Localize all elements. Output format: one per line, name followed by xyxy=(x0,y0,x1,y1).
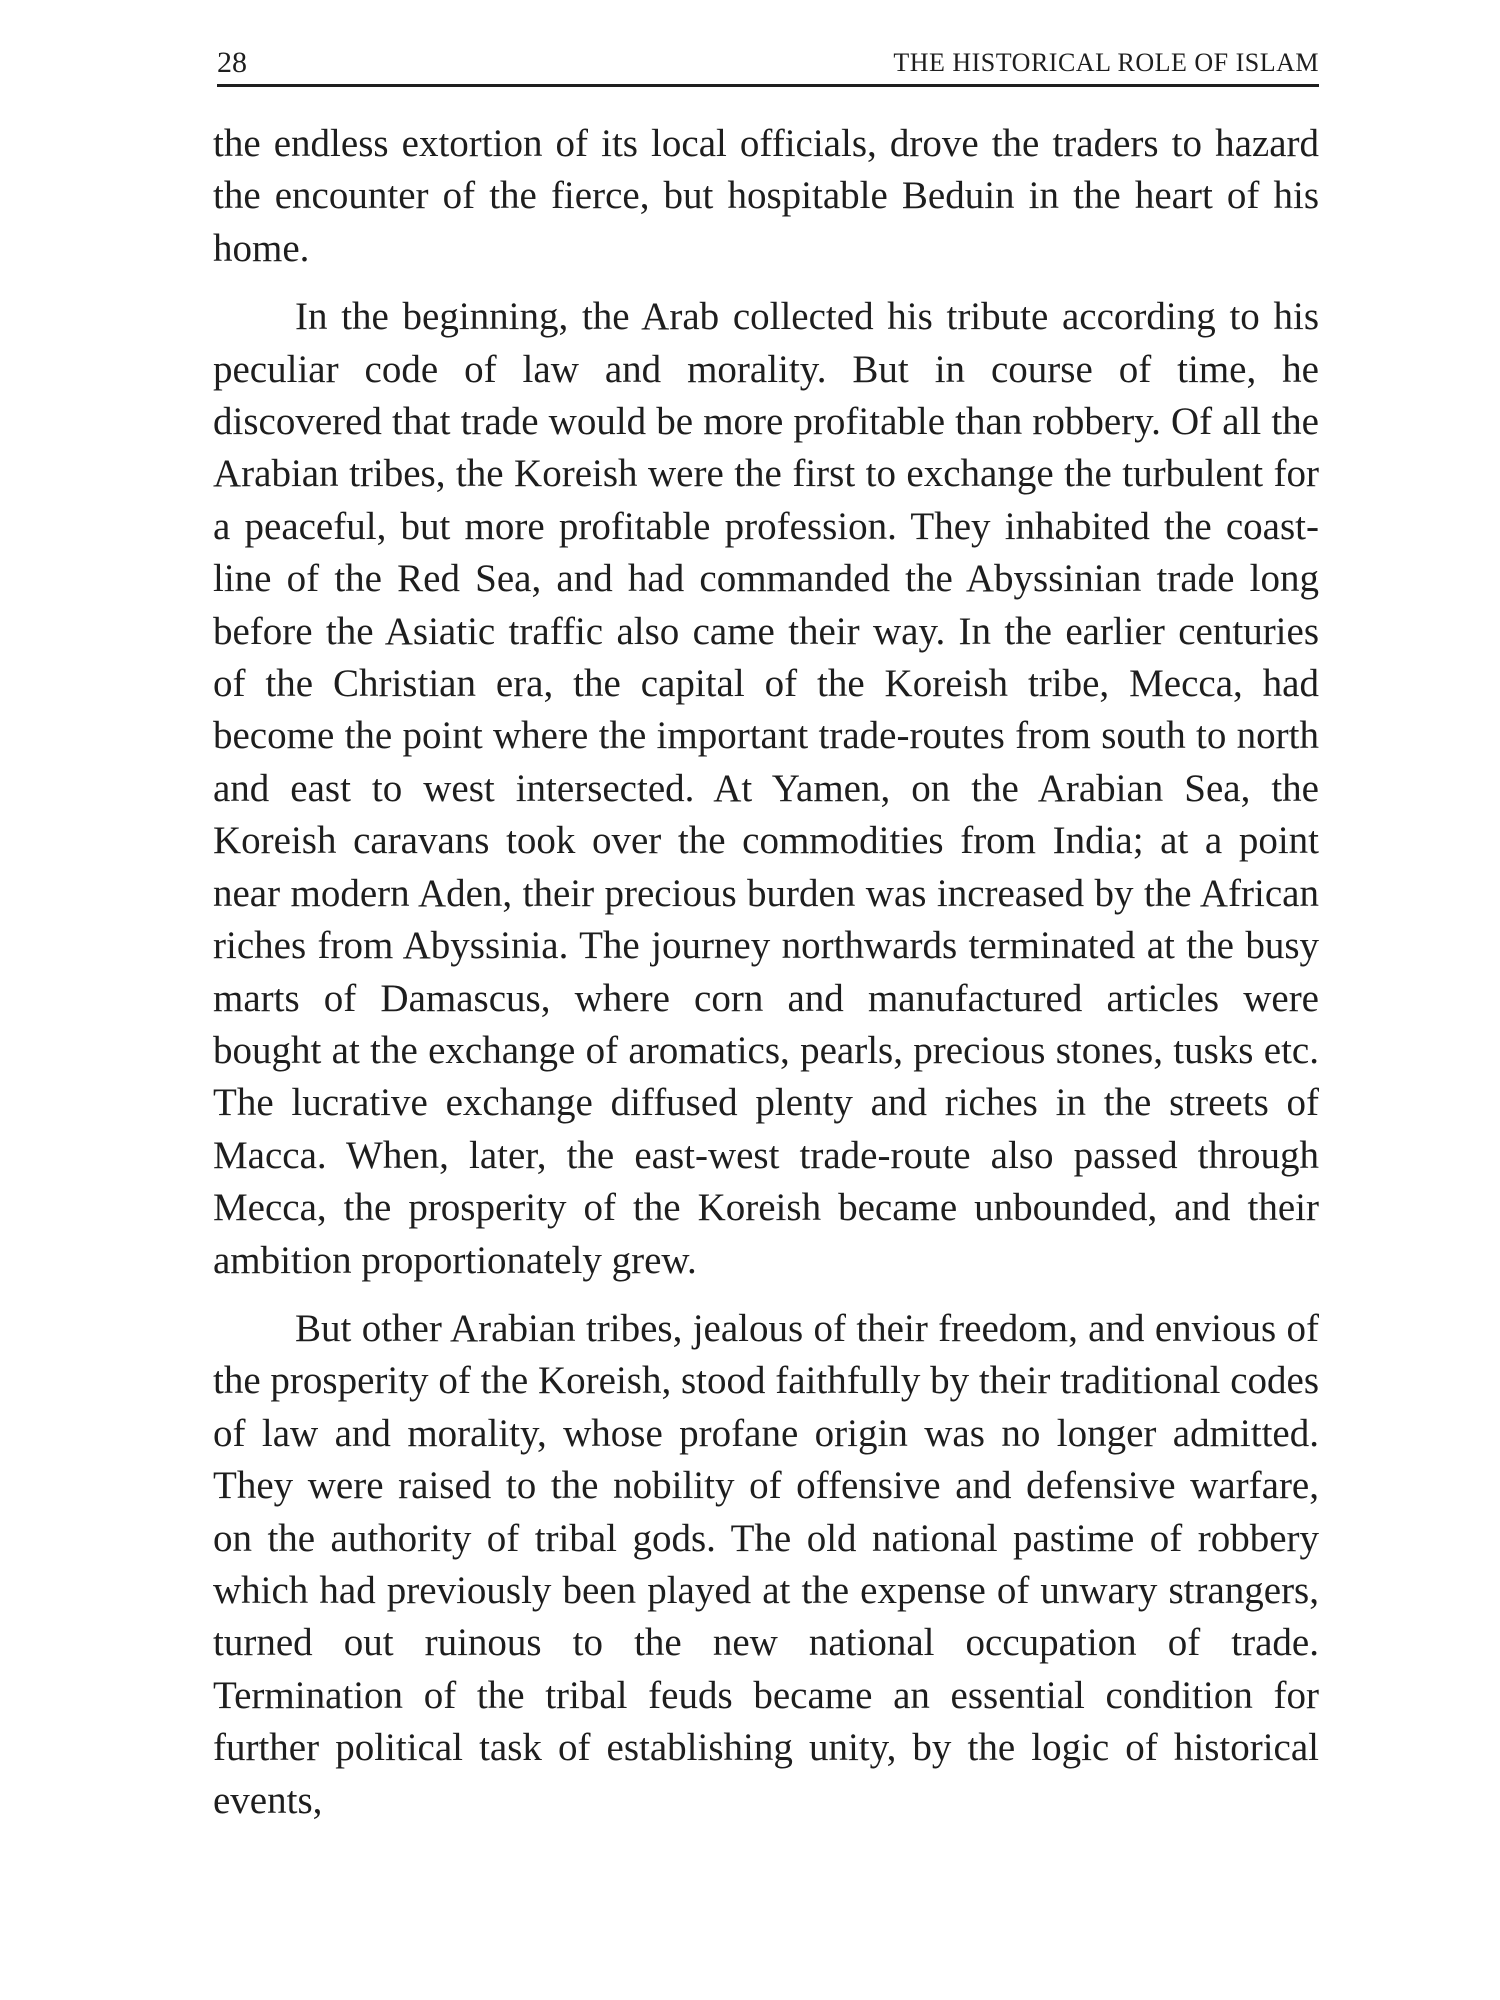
paragraph: In the beginning, the Arab collected his tribute according to his peculiar code of law and morality. But in course of time, he discovered that trade would be more profitable than robbery. Of all the Arabian tribes, the Koreish were the first to exchange the turbulent for a peaceful, but more profitable profession. They inhabited the coast-line of the Red Sea, and had commanded the Abyssinian trade long before the Asiatic traffic also came their way. In the earlier centuries of the Christian era, the capital of the Koreish tribe, Mecca, had become the point where the important trade-routes from south to north and east to west intersected. At Yamen, on the Arabian Sea, the Koreish caravans took over the commodities from India; at a point near modern Aden, their precious burden was increased by the African riches from Abyssinia. The journey northwards terminated at the busy marts of Damascus, where corn and manufactured articles were bought at the exchange of aromatics, pearls, precious stones, tusks etc. The lucrative exchange diffused plenty and riches in the streets of Macca. When, later, the east-west trade-route also passed through Mecca, the prosperity of the Koreish became unbounded, and their ambition proportionately grew. xyxy=(213,295,1319,1282)
page-number: 28 xyxy=(217,46,247,79)
body-text xyxy=(213,118,1319,1827)
running-title: THE HISTORICAL ROLE OF ISLAM xyxy=(893,48,1319,77)
running-header xyxy=(217,36,1319,87)
paragraph: But other Arabian tribes, jealous of their freedom, and envious of the prosperity of the Koreish, stood faithfully by their traditional codes of law and morality, whose profane origin was no longer admitted. They were raised to the nobility of offensive and defensive warfare, on the authority of tribal gods. The old national pastime of robbery which had previously been played at the expense of unwary strangers, turned out ruinous to the new national occupation of trade. Termination of the tribal feuds became an essential condition for further political task of establishing unity, by the logic of historical events, xyxy=(213,1306,1319,1822)
paragraph-continued: the endless extortion of its local officials, drove the traders to hazard the encounter of the fierce, but hospitable Beduin in the heart of his home. xyxy=(213,122,1319,270)
